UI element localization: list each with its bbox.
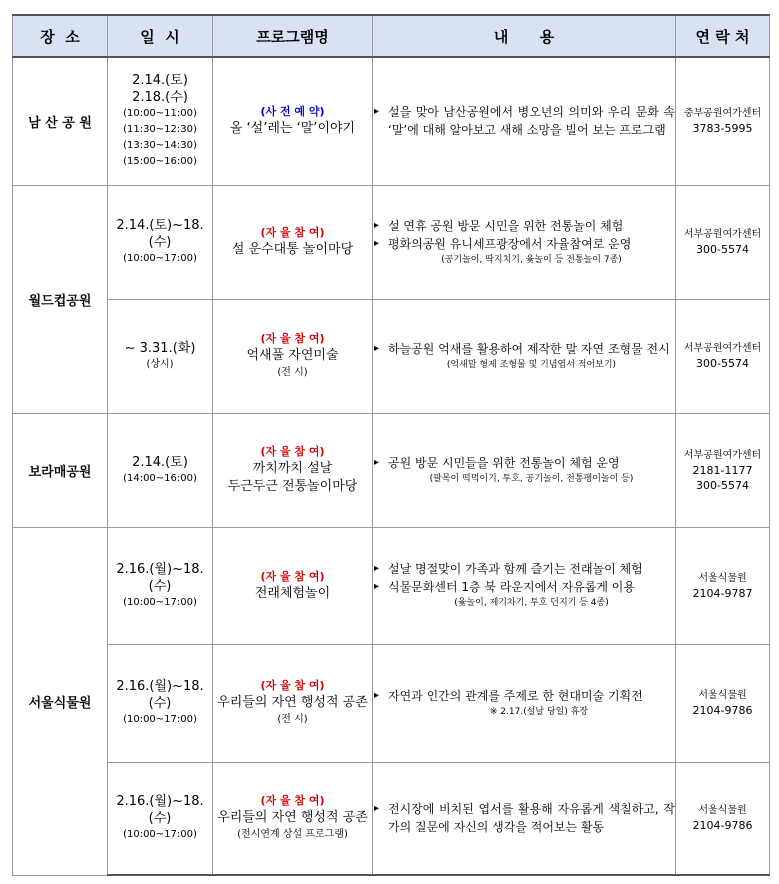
contact-cell — [676, 413, 770, 527]
contact-number: 3783-5995 — [692, 122, 753, 136]
contact-number: 300-5574 — [696, 357, 749, 370]
time-text: (상시) — [146, 358, 174, 370]
date-text: 2.16.(월)~18.(수) — [116, 679, 204, 711]
date-text: 2.14.(토)~18.(수) — [116, 218, 204, 250]
content-note: (공기놀이, 딱지치기, 윷놀이 등 전통놀이 7종) — [441, 254, 622, 265]
content-bullet: ▸ 평화의공원 유니세프광장에서 자율참여로 운영 — [373, 235, 675, 253]
content-cell — [373, 644, 676, 762]
table-row — [13, 762, 770, 875]
content-bullet: ▸ 하늘공원 억새를 활용하여 제작한 말 자연 조형물 전시 — [373, 340, 675, 358]
participation-tag: (자 율 참 여) — [260, 226, 325, 239]
content-bullet: ▸ 전시장에 비치된 엽서를 활용해 자유롭게 색칠하고, 작가의 질문에 자신의 생각을 적어보는 활동 — [373, 800, 675, 836]
program-subtitle: (전 시) — [277, 367, 308, 378]
content-cell — [373, 57, 676, 185]
content-cell — [373, 413, 676, 527]
time-text: (15:00~16:00) — [123, 156, 197, 168]
contact-org: 서울식물원 — [698, 805, 747, 817]
program-cell — [213, 762, 373, 875]
date-text: 2.16.(월)~18.(수) — [116, 561, 204, 594]
contact-cell — [676, 299, 770, 413]
contact-cell — [676, 527, 770, 644]
program-cell — [213, 185, 373, 299]
program-title: 우리들의 자연 행성적 공존 — [217, 810, 368, 826]
contact-number: 2181-1177 — [692, 463, 753, 477]
time-text: (13:30~14:30) — [123, 140, 197, 152]
date-text: 2.18.(수) — [132, 90, 188, 106]
program-subtitle: (전 시) — [277, 714, 308, 725]
contact-org: 서울식물원 — [698, 572, 747, 584]
contact-org: 서부공원여가센터 — [683, 343, 762, 354]
contact-number: 300-5574 — [696, 243, 749, 256]
table-row — [13, 644, 770, 762]
table-row — [13, 299, 770, 413]
table-header-row — [13, 15, 770, 57]
content-note: ※ 2.17.(설날 당일) 휴장 — [489, 706, 589, 717]
participation-tag: (자 율 참 여) — [260, 794, 325, 808]
header-contact: 연 락 처 — [676, 15, 770, 57]
contact-number: 2104-9787 — [692, 586, 753, 600]
contact-cell — [676, 762, 770, 875]
program-schedule-table — [12, 14, 770, 876]
datetime-cell — [108, 762, 213, 875]
date-text: 2.14.(토) — [132, 73, 188, 89]
time-text: (10:00~17:00) — [123, 596, 197, 608]
place-cell: 서울식물원 — [13, 527, 108, 875]
place-cell: 보라매공원 — [13, 413, 108, 527]
place-cell: 월드컵공원 — [13, 185, 108, 413]
contact-number: 2104-9786 — [692, 704, 753, 717]
contact-org: 중부공원여가센터 — [683, 108, 762, 120]
program-title: 올 ‘설’레는 ‘말’이야기 — [229, 121, 356, 137]
participation-tag: (사 전 예 약) — [260, 105, 325, 119]
program-cell — [213, 527, 373, 644]
contact-number: 300-5574 — [696, 478, 749, 492]
program-title: 설 운수대통 놀이마당 — [231, 242, 354, 257]
content-bullet: ▸ 설날 명절맞이 가족과 함께 즐기는 전래놀이 체험 — [373, 560, 675, 578]
time-text: (14:00~16:00) — [123, 472, 197, 484]
datetime-cell — [108, 185, 213, 299]
datetime-cell — [108, 57, 213, 185]
content-cell — [373, 299, 676, 413]
contact-org: 서부공원여가센터 — [683, 449, 762, 461]
date-text: 2.16.(월)~18.(수) — [116, 794, 204, 827]
program-cell — [213, 644, 373, 762]
content-bullet: ▸ 식물문화센터 1층 북 라운지에서 자유롭게 이용 — [373, 578, 675, 596]
content-bullet: ▸ 설을 맞아 남산공원에서 병오년의 의미와 우리 문화 속 ‘말’에 대해 알아보고 새해 소망을 빌어 보는 프로그램 — [373, 103, 675, 139]
table-row — [13, 185, 770, 299]
program-subtitle: (전시연계 상설 프로그램) — [237, 829, 348, 841]
header-datetime: 일 시 — [108, 15, 213, 57]
program-title: 억새풀 자연미술 — [246, 348, 339, 363]
participation-tag: (자 율 참 여) — [260, 332, 325, 345]
time-text: (10:00~17:00) — [123, 253, 197, 264]
content-note: (팔목이 떡먹이기, 투호, 공기놀이, 전통팽이놀이 등) — [429, 473, 634, 484]
program-title: 전래체험놀이 — [254, 585, 331, 601]
program-title: 까치까치 설날 — [252, 461, 333, 476]
datetime-cell — [108, 644, 213, 762]
contact-org: 서울식물원 — [698, 690, 747, 701]
datetime-cell — [108, 527, 213, 644]
contact-org: 서부공원여가센터 — [683, 229, 762, 240]
table-row — [13, 413, 770, 527]
program-cell — [213, 413, 373, 527]
content-bullet: ▸ 공원 방문 시민들을 위한 전통놀이 체험 운영 — [373, 454, 675, 472]
place-cell: 남 산 공 원 — [13, 57, 108, 185]
contact-cell — [676, 57, 770, 185]
content-bullet: ▸ 설 연휴 공원 방문 시민을 위한 전통놀이 체험 — [373, 217, 675, 235]
content-cell — [373, 762, 676, 875]
program-cell — [213, 57, 373, 185]
date-text: 2.14.(토) — [132, 454, 188, 470]
time-text: (11:30~12:30) — [123, 124, 197, 136]
contact-cell — [676, 644, 770, 762]
time-text: (10:00~11:00) — [123, 108, 197, 120]
content-cell — [373, 527, 676, 644]
datetime-cell — [108, 299, 213, 413]
table-row — [13, 527, 770, 644]
content-note: (억새말 형제 조형물 및 기념엽서 적어보기) — [446, 359, 617, 370]
datetime-cell — [108, 413, 213, 527]
header-place: 장 소 — [13, 15, 108, 57]
contact-cell — [676, 185, 770, 299]
program-title: 우리들의 자연 행성적 공존 — [217, 695, 368, 710]
date-text: ~ 3.31.(화) — [124, 340, 196, 356]
participation-tag: (자 율 참 여) — [260, 679, 325, 692]
time-text: (10:00~17:00) — [123, 714, 197, 725]
contact-number: 2104-9786 — [692, 819, 753, 833]
table-row — [13, 57, 770, 185]
time-text: (10:00~17:00) — [123, 829, 197, 841]
content-note: (윷놀이, 제기차기, 투호 던지기 등 4종) — [454, 598, 609, 608]
participation-tag: (자 율 참 여) — [260, 445, 325, 458]
content-bullet: ▸ 자연과 인간의 관계를 주제로 한 현대미술 기획전 — [373, 687, 675, 705]
content-cell — [373, 185, 676, 299]
program-cell — [213, 299, 373, 413]
participation-tag: (자 율 참 여) — [260, 569, 325, 583]
program-title-line2: 두근두근 전통놀이마당 — [227, 479, 358, 494]
header-program: 프로그램명 — [213, 15, 373, 57]
header-content: 내 용 — [373, 15, 676, 57]
